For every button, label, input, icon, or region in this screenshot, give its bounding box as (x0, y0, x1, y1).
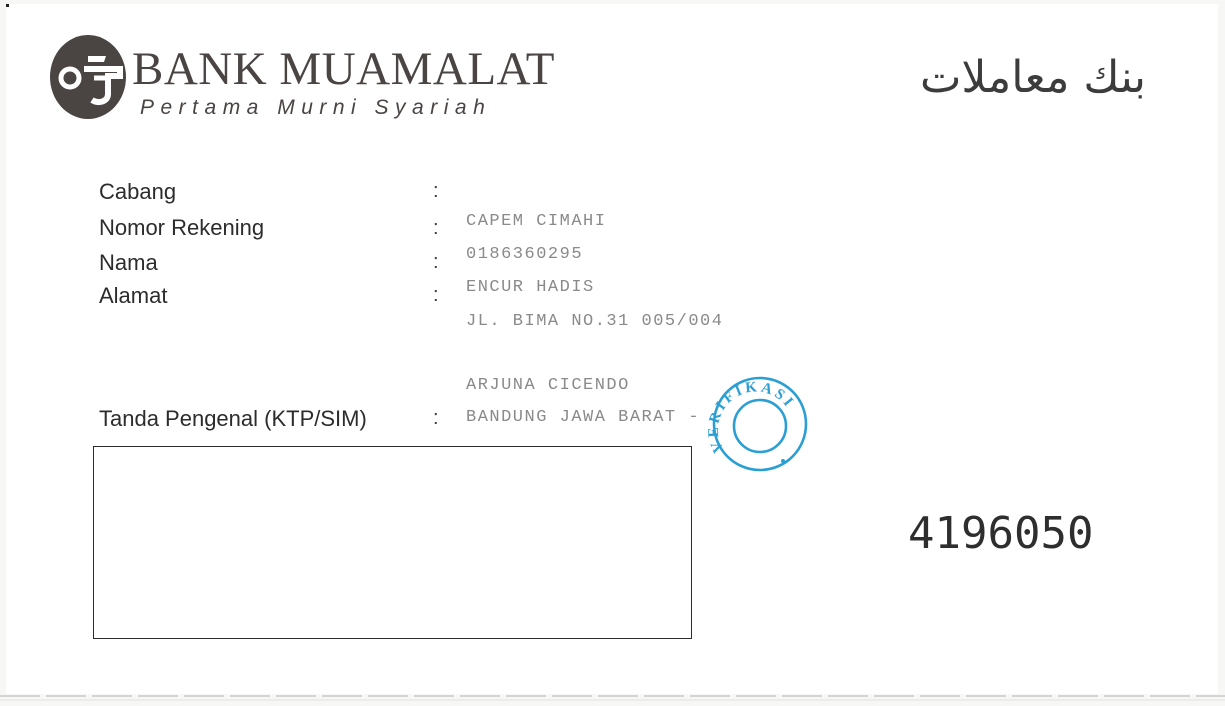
value-address-line-2: ARJUNA CICENDO (466, 376, 630, 395)
colon-tanda-pengenal: : (433, 407, 439, 429)
value-name: ENCUR HADIS (466, 278, 595, 297)
value-branch: CAPEM CIMAHI (466, 212, 607, 231)
label-nama: Nama (99, 250, 158, 275)
bank-tagline: Pertama Murni Syariah (140, 96, 492, 119)
stamp-text: VERIFIKASI (705, 379, 798, 455)
value-account-number: 0186360295 (466, 245, 584, 264)
colon-cabang: : (433, 180, 439, 202)
serial-number: 4196050 (908, 508, 1094, 559)
bank-name: BANK MUAMALAT (132, 43, 555, 95)
value-address-line-1: JL. BIMA NO.31 005/004 (466, 312, 724, 331)
label-nomor-rekening: Nomor Rekening (99, 215, 265, 240)
label-tanda-pengenal: Tanda Pengenal (KTP/SIM) (99, 406, 367, 431)
value-address-line-3: BANDUNG JAWA BARAT - (466, 408, 701, 427)
colon-alamat: : (433, 284, 439, 306)
label-alamat: Alamat (99, 283, 168, 308)
corner-mark (6, 4, 9, 7)
id-document-box (93, 446, 692, 639)
colon-nama: : (433, 251, 439, 273)
bank-name-arabic: بنك معاملات (919, 52, 1146, 103)
muamalat-logo-icon (48, 34, 128, 120)
verification-stamp-icon (704, 372, 812, 476)
label-cabang: Cabang (99, 179, 177, 204)
perforation-edge (0, 690, 1225, 706)
colon-nomor-rekening: : (433, 217, 439, 239)
